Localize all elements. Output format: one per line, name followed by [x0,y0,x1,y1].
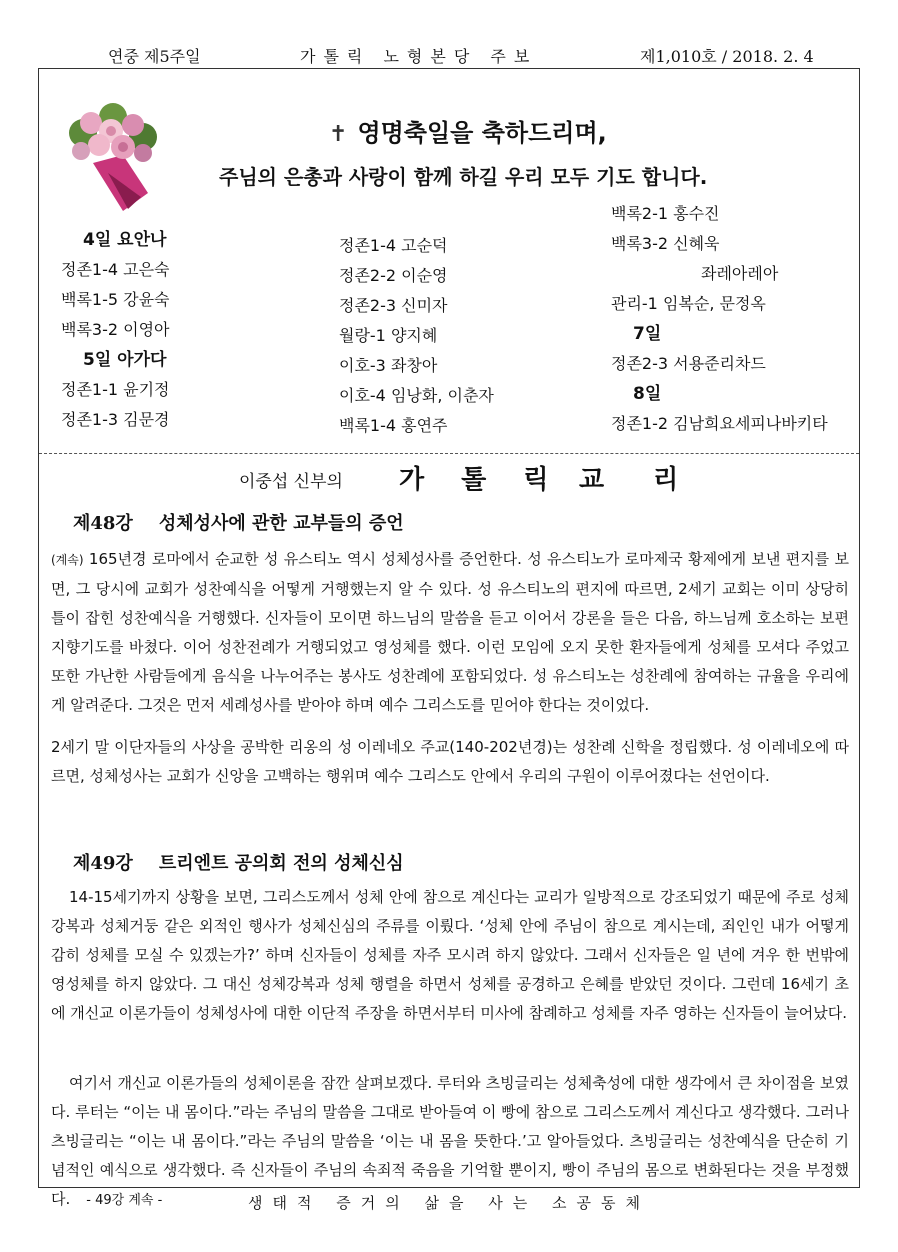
feast-column-1 [61,225,170,435]
catechism-author: 이중섭 신부의 [239,472,343,492]
catechism-title-b: 교 리 [579,465,699,495]
feast-name: 정존2-3 서용준리차드 [611,354,766,373]
feast-name: 이호-4 임낭화, 이춘자 [339,386,494,405]
section-divider [39,453,859,454]
paragraph-text: 여기서 개신교 이론가들의 성체이론을 잠깐 살펴보겠다. 루터와 츠빙글리는 성체축성에 대한 생각에서 큰 차이점을 보였다. 루터는 “이는 내 몸이다.”라는 주님의 말씀을 그대로 받아들여 이 빵에 참으로 그리스도께서 계신다고 생각했다. 그러나 츠빙글리는 “이는 내 몸이다.”라는 주님의 말씀을 ‘이는 내 몸을 뜻한다.’고 알아들었다. 츠빙글리는 성찬예식을 단순히 기념적인 예식으로 생각했다. 즉 신자들이 주님의 속죄적 죽음을 기억할 뿐이지, 빵이 주님의 몸으로 변화된다는 것을 부정했다. [51,1074,849,1208]
feast-name: 백록1-4 홍연주 [339,416,448,435]
lecture-title: 성체성사에 관한 교부들의 증언 [158,513,404,534]
feast-name: 백록1-5 강윤숙 [61,290,170,309]
feast-name: 이호-3 좌창아 [339,356,438,375]
lecture-48-paragraph-1 [51,545,849,720]
lecture-number: 제48강 [73,513,133,534]
feast-name: 정존1-2 김남희요세피나바키타 [611,414,828,433]
feast-column-2 [339,231,494,441]
lecture-title: 트리엔트 공의회 전의 성체신심 [158,853,404,874]
feast-name: 월랑-1 양지혜 [339,326,438,345]
greeting-text-1: 영명축일을 축하드리며, [357,119,607,147]
greeting-line-1 [329,113,607,148]
liturgical-week: 연중 제5주일 [108,47,201,66]
lecture-49-heading [73,849,404,875]
issue-date: 제1,010호 / 2018. 2. 4 [640,47,814,66]
feast-name: 관리-1 임복순, 문정옥 [611,294,766,313]
greeting-line-2: 주님의 은총과 사랑이 함께 하길 우리 모두 기도 합니다. [219,165,708,189]
lecture-48-paragraph-2: 2세기 말 이단자들의 사상을 공박한 리옹의 성 이레네오 주교(140-202년경)는 성찬례 신학을 정립했다. 성 이레네오에 따르면, 성체성사는 교회가 신앙을 고백하는 행위며 예수 그리스도 안에서 우리의 구원이 이루어졌다는 선언이다. [51,738,849,785]
feast-name: 백록2-1 홍수진 [611,204,720,223]
feast-column-3 [611,199,828,439]
flower-bouquet-image [53,93,171,211]
feast-name: 정존1-4 고순덕 [339,236,448,255]
feast-name: 백록3-2 신혜욱 [611,234,720,253]
feast-name: 정존1-4 고은숙 [61,260,170,279]
lecture-48-heading [73,509,404,535]
feast-name: 정존1-1 윤기정 [61,380,170,399]
feast-name: 정존2-3 신미자 [339,296,448,315]
feast-name-continued: 좌레아레아 [701,264,779,283]
lecture-49-paragraph-1: 14-15세기까지 상황을 보면, 그리스도께서 성체 안에 참으로 계신다는 교리가 일방적으로 강조되었기 때문에 주로 성체강복과 성체거둥 같은 외적인 행사가 성체신심의 주류를 이뤘다. ‘성체 안에 주님이 참으로 계시는데, 죄인인 내가 어떻게 감히 성체를 모실 수 있겠는가?’ 하며 신자들이 성체를 자주 모시려 하지 않았다. 그래서 신자들은 일 년에 겨우 한 번밖에 영성체를 하지 않았다. 그 대신 성체강복과 성체 행렬을 하면서 성체를 공경하고 은혜를 받았던 것이다. 그런데 16세기 초에 개신교 이론가들이 성체성사에 대한 이단적 주장을 하면서부터 미사에 참례하고 성체를 자주 영하는 신자들이 늘어났다. [51,888,849,1022]
feast-day-section [39,69,859,451]
feast-name: 정존2-2 이순영 [339,266,448,285]
feast-day-heading: 5일 아가다 [83,350,167,370]
bulletin-title: 가톨릭 노형본당 주보 [300,47,538,66]
footer-motto: 생태적 증거의 삶을 사는 소공동체 [248,1194,650,1212]
feast-day-heading: 7일 [633,324,662,344]
feast-name: 정존1-3 김문경 [61,410,170,429]
catechism-title-a: 가 톨 릭 [399,465,563,495]
paragraph-text: 165년경 로마에서 순교한 성 유스티노 역시 성체성사를 증언한다. 성 유스티노가 로마제국 황제에게 보낸 편지를 보면, 그 당시에 교회가 성찬예식을 어떻게 거행했는지 알 수 있다. 성 유스티노의 편지에 따르면, 2세기 교회는 이미 상당히 틀이 잡힌 성찬예식을 거행했다. 신자들이 모이면 하느님의 말씀을 듣고 이어서 강론을 들은 다음, 하느님께 호소하는 보편지향기도를 바쳤다. 이어 성찬전례가 거행되었고 영성체를 했다. 이런 모임에 오지 못한 환자들에게 성체를 모셔다 주었고 또한 가난한 사람들에게 음식을 나누어주는 봉사도 성찬례에 포함되었다. 성 유스티노는 성찬례에 참여하는 규율을 우리에게 알려준다. 그것은 먼저 세례성사를 받아야 하며 예수 그리스도를 믿어야 한다는 것이었다. [51,550,849,714]
feast-day-heading: 4일 요안나 [83,230,167,250]
continued-tag: (계속) [51,553,84,567]
bulletin-header [0,44,898,68]
cross-icon: ✝ [329,122,348,147]
catechism-title [239,459,739,495]
feast-name: 백록3-2 이영아 [61,320,170,339]
feast-day-heading: 8일 [633,384,662,404]
lecture-number: 제49강 [73,853,133,874]
continued-note: - 49강 계속 - [86,1193,163,1208]
